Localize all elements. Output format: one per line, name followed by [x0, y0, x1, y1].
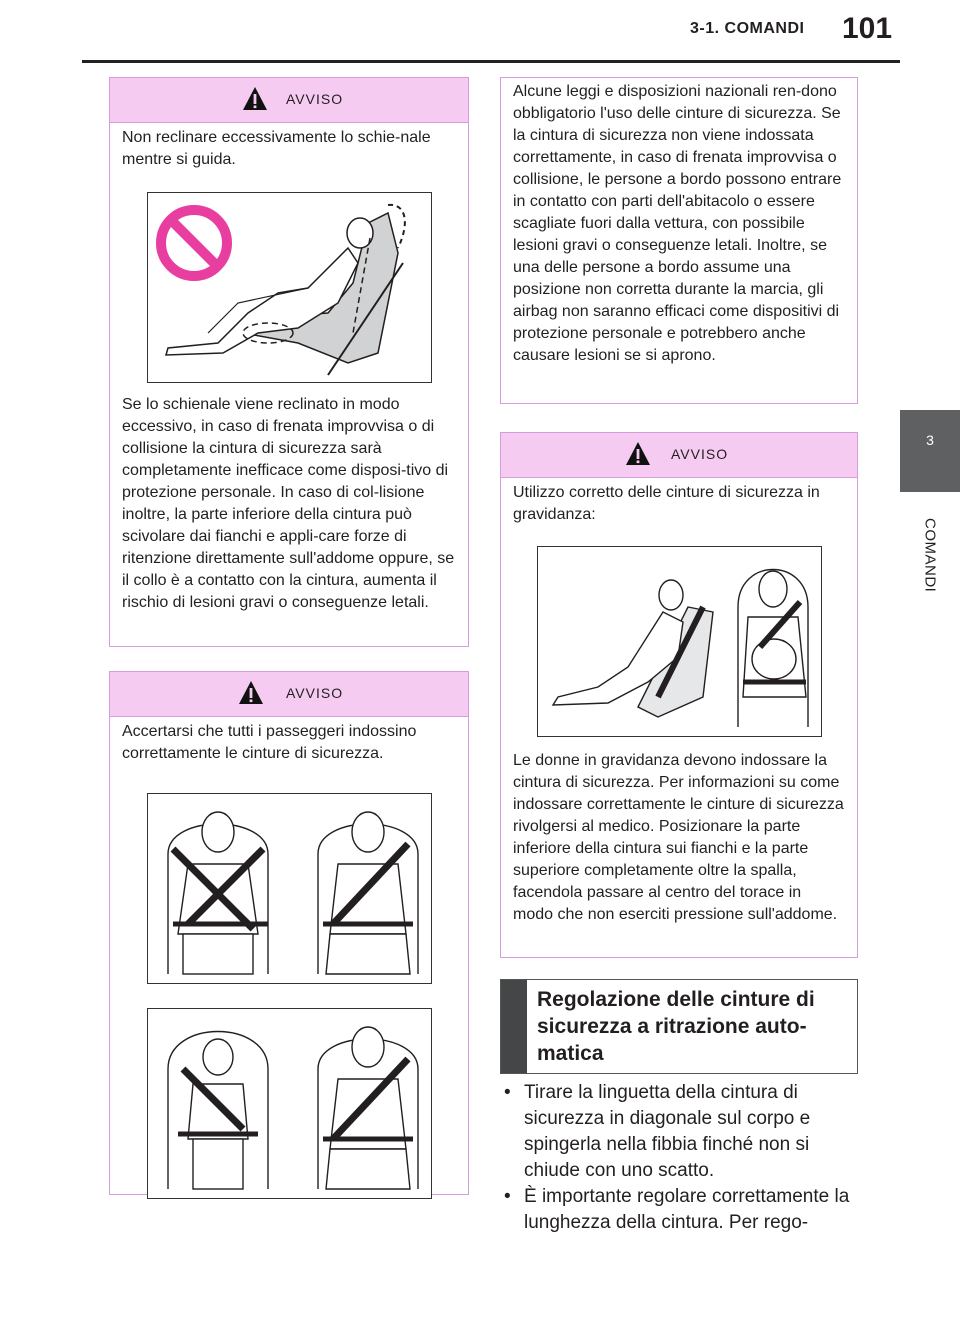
warning-title: AVVISO — [286, 91, 344, 107]
warning-title: AVVISO — [286, 685, 344, 701]
warning-box-pregnancy — [500, 432, 858, 958]
child-and-adult-passengers-illustration — [147, 1008, 432, 1199]
warning-triangle-icon — [242, 86, 268, 112]
warning-triangle-icon — [625, 441, 651, 467]
instruction-list — [504, 1080, 864, 1236]
section-title: 3-1. COMANDI — [690, 20, 805, 37]
warning-box-passengers — [109, 671, 469, 1195]
info-body: Alcune leggi e disposizioni nazionali ren-dono obbligatorio l'uso delle cinture di sicurezza. Se la cintura di sicurezza non viene indossata correttamente, in caso di frenata improvvisa o collisione, le persone a bordo possono entrare in contatto con parti dell'abitacolo o essere scagliate fuori dalla vettura, con possibile lesioni gravi o conseguenze letali. Inoltre, se una delle persone a bordo assume una posizione non corretta durante la marcia, gli airbag non saranno efficaci come dispositivi di protezione personale e potrebbero anche causare lesioni se si aprono. — [513, 83, 842, 364]
info-box-legislation — [500, 77, 858, 404]
warning-body: Le donne in gravidanza devono indossare la cintura di sicurezza. Per informazioni su come indossare correttamente le cinture di sicurezza rivolgersi al medico. Posizionare la parte inferiore della cintura sui fianchi e la parte superiore completamente oltre la spalla, facendola passare al centro del torace in modo che non eserciti pressione sull'addome. — [513, 752, 844, 923]
warning-title: AVVISO — [671, 446, 729, 462]
page-number: 101 — [842, 12, 893, 45]
warning-header — [501, 433, 857, 478]
warning-intro: Utilizzo corretto delle cinture di sicurezza in gravidanza: — [513, 484, 820, 523]
reclined-seat-illustration — [147, 192, 432, 383]
heading-text: Regolazione delle cinture di sicurezza a ritrazione auto-matica — [537, 988, 815, 1065]
warning-header — [110, 672, 468, 717]
adult-passengers-illustration — [147, 793, 432, 984]
heading-bar — [501, 980, 527, 1073]
warning-triangle-icon — [238, 680, 264, 706]
pregnant-passenger-illustration — [537, 546, 822, 737]
warning-intro: Accertarsi che tutti i passeggeri indossino correttamente le cinture di sicurezza. — [122, 723, 417, 762]
list-item: • È importante regolare correttamente la lunghezza della cintura. Per rego- — [504, 1184, 864, 1236]
header-rule — [82, 60, 900, 63]
chapter-tab — [900, 410, 960, 492]
chapter-label: COMANDI — [921, 517, 939, 593]
warning-box-recline — [109, 77, 469, 647]
warning-body: Se lo schienale viene reclinato in modo eccessivo, in caso di frenata improvvisa o di collisione la cintura di sicurezza sarà completamente inefficace come disposi-tivo di protezione personale. In caso di col-lisione inoltre, la parte inferiore della cintura può scivolare dai fianchi e appli-care forze di ritenzione direttamente sull'addome oppure, se il collo è a contatto con la cintura, aumenta il rischio di lesioni gravi o conseguenze letali. — [122, 396, 455, 611]
chapter-number: 3 — [926, 432, 934, 448]
section-heading — [500, 979, 858, 1074]
warning-intro: Non reclinare eccessivamente lo schie-nale mentre si guida. — [122, 129, 431, 168]
warning-header — [110, 78, 468, 123]
list-item: • Tirare la linguetta della cintura di sicurezza in diagonale sul corpo e spingerla nella fibbia finché non si chiude con uno scatto. — [504, 1080, 864, 1184]
